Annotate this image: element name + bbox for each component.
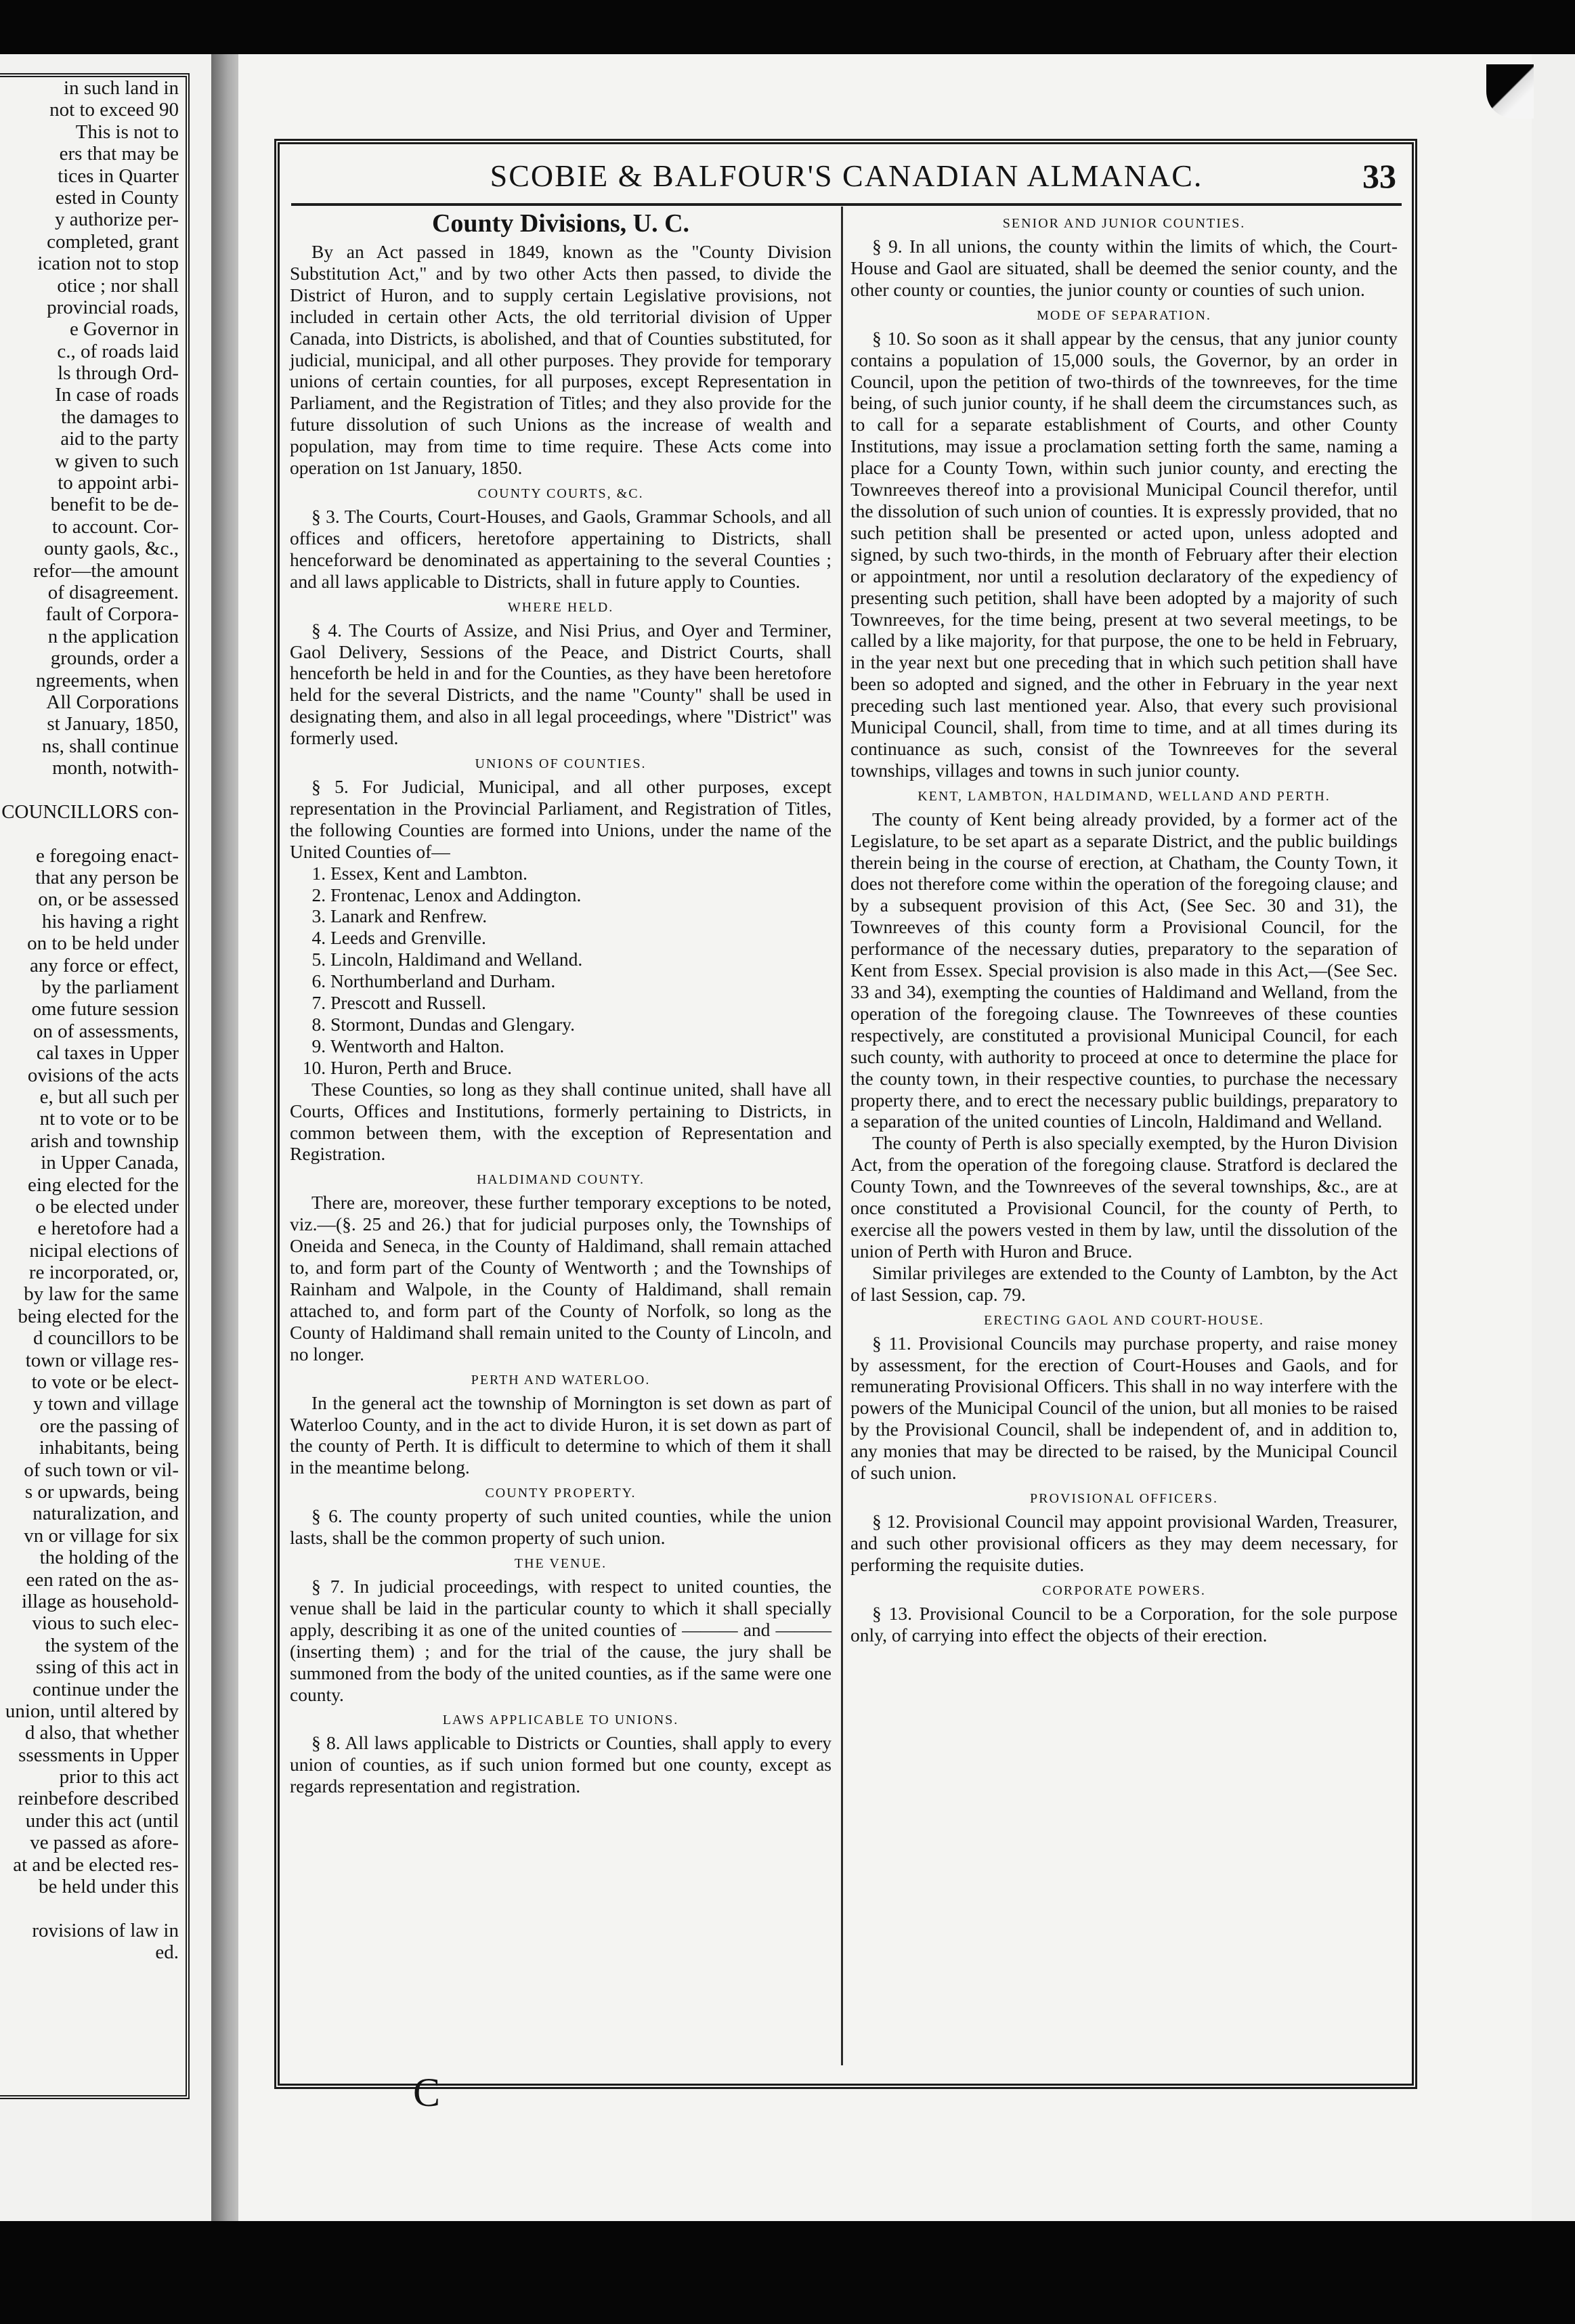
left-page-line: COUNCILLORS con- <box>1 800 179 823</box>
left-page-line: union, until altered by <box>5 1700 179 1722</box>
section-heading: LAWS APPLICABLE TO UNIONS. <box>442 1713 679 1728</box>
left-page-line: to vote or be elect- <box>31 1371 179 1394</box>
list-item: 4. Leeds and Grenville. <box>330 927 832 949</box>
unions-list <box>290 863 832 1079</box>
paragraph-s7: § 7. In judicial proceedings, with respect to united counties, the venue shall be laid in the particular county to which it shall specially apply, describing it as one of the united counties of ——— and ——— (inserting them) ; and for the trial of the cause, the jury shall be summoned from the body of the united counties, as if the same were one county. <box>290 1576 832 1705</box>
left-page-line: be held under this <box>39 1876 179 1898</box>
left-page-line: in such land in <box>64 77 179 99</box>
left-page-line: on to be held under <box>27 932 179 955</box>
signature-mark: C <box>413 2070 441 2115</box>
section-heading: MODE OF SEPARATION. <box>1037 307 1211 323</box>
left-page-line <box>0 779 179 801</box>
paragraph-s11: § 11. Provisional Councils may purchase property, and raise money by assessment, for the erection of Court-Houses and Gaols, and for remunerating Provisional Officers. This shall in no way interfere with the powers of the Municipal Council of the union, but all monies to be raised by the Provisional Council, shall be independent of, and in addition to, any monies that may be directed to be raised, by the Municipal Council of such union. <box>850 1332 1398 1484</box>
left-page-line: d councillors to be <box>33 1327 179 1350</box>
left-page-line: re incorporated, or, <box>28 1262 179 1284</box>
left-page-line: c., of roads laid <box>57 340 179 362</box>
left-page-line: of such town or vil- <box>24 1459 179 1481</box>
left-page-line: eing elected for the <box>27 1174 179 1196</box>
left-page-line <box>0 1897 179 1919</box>
list-item: 8. Stormont, Dundas and Glengary. <box>330 1014 832 1035</box>
left-page-line: vn or village for six <box>24 1524 179 1547</box>
article-title: County Divisions, U. C. <box>431 209 690 238</box>
left-page-line: any force or effect, <box>29 954 179 976</box>
left-page-line: cal taxes in Upper <box>36 1042 179 1064</box>
left-page-line: at and be elected res- <box>13 1853 179 1876</box>
left-page-line: the holding of the <box>39 1547 179 1569</box>
left-page-line: tices in Quarter <box>58 165 179 187</box>
paragraph-s6: § 6. The county property of such united counties, while the union lasts, shall be the common property of such union. <box>290 1505 832 1549</box>
left-page-line: ication not to stop <box>37 253 179 275</box>
left-page-line: o be elected under <box>35 1195 179 1218</box>
column-divider <box>841 207 843 2065</box>
left-page-line: ssing of this act in <box>35 1656 179 1679</box>
section-heading: COUNTY PROPERTY. <box>485 1486 637 1501</box>
header-rule <box>291 203 1402 206</box>
paragraph-s13: § 13. Provisional Council to be a Corporation, for the sole purpose only, of carrying into effect the objects of their erection. <box>850 1602 1398 1645</box>
list-item: 3. Lanark and Renfrew. <box>330 905 832 927</box>
left-page-line: een rated on the as- <box>26 1568 179 1591</box>
left-page-line: ovisions of the acts <box>27 1064 179 1086</box>
left-page-line: ed. <box>155 1941 179 1964</box>
left-page-line: benefit to be de- <box>50 494 179 516</box>
paragraph-s4: § 4. The Courts of Assize, and Nisi Prius, and Oyer and Terminer, Gaol Delivery, Sessions of the Peace, and District Courts, shall henceforth be held in and for the Counties, as they have been heretofore held for the several Districts, and the name "County" shall be used in designating them, and also in all legal proceedings, where "District" was formerly used. <box>290 619 832 749</box>
left-page-line: on of assessments, <box>33 1020 179 1042</box>
left-page-line: st January, 1850, <box>47 713 179 735</box>
left-page-line: ls through Ord- <box>58 362 179 385</box>
left-page-line: not to exceed 90 <box>49 99 179 121</box>
left-page-line: by the parliament <box>41 976 179 999</box>
list-item: 2. Frontenac, Lenox and Addington. <box>330 884 832 906</box>
left-page-line: ve passed as afore- <box>30 1832 179 1854</box>
left-page-line: the damages to <box>61 406 179 428</box>
paragraph-s3: § 3. The Courts, Court-Houses, and Gaols, Grammar Schools, and all offices and officers, heretofore appertaining to Districts, shall henceforward be denominated as appertaining to the several Counties ; and all laws applicable to Districts, shall in future apply to Counties. <box>290 505 832 592</box>
section-heading: UNIONS OF COUNTIES. <box>475 756 647 772</box>
left-page-line: ounty gaols, &c., <box>44 538 179 560</box>
left-page-line: In case of roads <box>55 384 179 406</box>
left-page-line: n the application <box>47 625 179 647</box>
left-page-line: of disagreement. <box>47 581 179 603</box>
left-page-line: ers that may be <box>59 143 179 165</box>
column-right <box>850 209 1398 1645</box>
left-page-line: ome future session <box>31 998 179 1020</box>
left-page-line: under this act (until <box>25 1809 179 1832</box>
section-heading: WHERE HELD. <box>507 599 614 615</box>
left-page-line: d also, that whether <box>24 1722 179 1744</box>
left-page-line <box>0 823 179 844</box>
left-page-line: the system of the <box>45 1634 179 1656</box>
paragraph-s8: § 8. All laws applicable to Districts or Counties, shall apply to every union of counties, as if such union formed but one county, except as regards representation and registration. <box>290 1732 832 1797</box>
left-page-line: nt to vote or to be <box>39 1108 179 1130</box>
left-page-line: being elected for the <box>18 1305 179 1327</box>
left-page-line: All Corporations <box>46 691 179 713</box>
left-page-line: refor—the amount <box>33 559 179 582</box>
list-item: 7. Prescott and Russell. <box>330 992 832 1014</box>
section-heading: THE VENUE. <box>514 1556 607 1572</box>
left-page-line: prior to this act <box>59 1766 179 1788</box>
left-page-line: grounds, order a <box>50 647 179 670</box>
left-page-line: naturalization, and <box>33 1503 179 1525</box>
list-item: 5. Lincoln, Haldimand and Welland. <box>330 949 832 970</box>
left-page-line: fault of Corpora- <box>45 603 179 626</box>
left-page-line: town or village res- <box>25 1349 179 1371</box>
page-curl <box>1486 64 1534 119</box>
left-page-line: ested in County <box>55 186 179 209</box>
list-item: 10. Huron, Perth and Bruce. <box>330 1057 832 1079</box>
left-page-line: w given to such <box>55 450 179 472</box>
section-heading: SENIOR AND JUNIOR COUNTIES. <box>1002 216 1246 231</box>
paragraph-s12: § 12. Provisional Council may appoint provisional Warden, Treasurer, and such other provisional officers as they may deem necessary, for performing the requisite duties. <box>850 1510 1398 1575</box>
paragraph-s5: § 5. For Judicial, Municipal, and all other purposes, except representation in the Provincial Parliament, and Registration of Titles, the following Counties are formed into Unions, under the name of the United Counties of— <box>290 776 832 862</box>
left-page-line: arish and township <box>30 1129 179 1152</box>
page-header <box>291 154 1402 200</box>
left-page-line: ore the passing of <box>39 1415 179 1437</box>
left-page-line: to appoint arbi- <box>58 472 179 494</box>
list-item: 9. Wentworth and Halton. <box>330 1035 832 1057</box>
list-item: 6. Northumberland and Durham. <box>330 970 832 992</box>
section-heading: HALDIMAND COUNTY. <box>476 1172 645 1188</box>
left-page-line: in Upper Canada, <box>41 1152 179 1174</box>
paragraph-perth: The county of Perth is also specially exempted, by the Huron Division Act, from the operation of the foregoing clause. Stratford is declared the County Town, and the Townreeves of the several townships, &c., are at once constituted a Provisional Council, for the county of Perth, to exercise all the powers vested in them by law, until the dissolution of the union of Perth with Huron and Bruce. <box>850 1132 1398 1262</box>
section-heading: ERECTING GAOL AND COURT-HOUSE. <box>984 1312 1264 1328</box>
paragraph-s9: § 9. In all unions, the county within the limits of which, the Court-House and Gaol are situated, shall be deemed the senior county, and the other county or counties, the junior county or counties of such union. <box>850 236 1398 300</box>
left-page-line: y town and village <box>33 1393 179 1415</box>
paragraph-s10: § 10. So soon as it shall appear by the census, that any junior county contains a population of 15,000 souls, the Governor, by an order in Council, upon the petition of two-thirds of the townreeves, for the time being, of such junior county, if he shall deem the circumstances such, as to call for a separate establishment of Courts, and other County Institutions, may issue a proclamation setting forth the same, naming a place for a County Town, within such junior county, and erecting the Townreeves thereof into a provisional Municipal Council therefor, until the dissolution of such union of counties. It is expressly provided, that no such petition shall be presented or acted upon, unless adopted and signed, by such two-thirds, in the month of February after their election or appointment, nor until a resolution declaratory of the expediency of presenting such petition, shall have been adopted by a majority of such Townreeves, for the time being, present at two several meetings, to be called by a like majority, for that purpose, the one to be held in February, in the year next but one preceding that in which such petition shall have been so adopted and signed, and the other in February in the year next preceding such last mentioned year. Also, that every such provisional Municipal Council, shall, from time to time, and at all times during its continuance as such, consist of the Townreeves for the several townships, villages and towns in such junior county. <box>850 327 1398 781</box>
section-heading: KENT, LAMBTON, HALDIMAND, WELLAND AND PERTH. <box>918 788 1331 804</box>
left-page-column <box>0 73 190 2099</box>
page-edge <box>1532 54 1575 2221</box>
left-page-line: ns, shall continue <box>41 735 179 757</box>
left-page-line: e, but all such per <box>39 1085 179 1108</box>
left-page-line: s or upwards, being <box>24 1481 179 1503</box>
left-page-line: ngreements, when <box>36 669 179 691</box>
left-page-line: e heretofore had a <box>37 1218 179 1240</box>
column-left <box>290 209 832 1797</box>
list-item: 1. Essex, Kent and Lambton. <box>330 863 832 884</box>
paragraph-haldimand: There are, moreover, these further temporary exceptions to be noted, viz.—(§. 25 and 26.) that for judicial purposes only, the Townships of Oneida and Seneca, in the County of Haldimand, shall remain attached to, and form part of the County of Wentworth ; and the Townships of Rainham and Walpole, in the County of Haldimand, shall remain attached to, and form part of the County of Norfolk, so long as the County of Haldimand shall remain united to the County of Lincoln, and no longer. <box>290 1192 832 1364</box>
left-page-line: on, or be assessed <box>38 888 179 911</box>
left-page-line: e foregoing enact- <box>36 844 179 867</box>
left-page-line: aid to the party <box>60 428 179 450</box>
section-heading: CORPORATE POWERS. <box>1042 1583 1206 1598</box>
left-page-line: provincial roads, <box>47 296 179 318</box>
paragraph-perth-waterloo: In the general act the township of Mornington is set down as part of Waterloo County, and in the act to divide Huron, it is set down as part of the county of Perth. It is difficult to determine to which of them it shall in the meantime belong. <box>290 1392 832 1478</box>
left-page-line: rovisions of law in <box>32 1919 179 1941</box>
left-page-line: ssessments in Upper <box>18 1744 179 1766</box>
left-page-line: reinbefore described <box>18 1788 179 1810</box>
left-page-line: otice ; nor shall <box>57 274 179 297</box>
left-page-line: inhabitants, being <box>39 1437 179 1459</box>
paragraph-lambton: Similar privileges are extended to the County of Lambton, by the Act of last Session, cap. 79. <box>850 1262 1398 1305</box>
left-page-line: continue under the <box>33 1678 179 1700</box>
left-page-line: his having a right <box>41 910 179 932</box>
left-page-line: y authorize per- <box>55 209 179 231</box>
left-page-line: nicipal elections of <box>29 1239 179 1262</box>
page-number: 33 <box>1362 157 1396 195</box>
left-page-line: by law for the same <box>24 1283 179 1306</box>
section-heading: PERTH AND WATERLOO. <box>471 1372 651 1387</box>
paragraph-kent: The county of Kent being already provided, by a former act of the Legislature, to be set apart as a separate District, and the public buildings therein being in the course of erection, at Chatham, the County Town, it does not therefore come within the operation of the foregoing clause; and by a subsequent provision of this Act, (See Sec. 30 and 31), the Townreeves of this county form a Provisional Council, for the performance of the necessary duties, preparatory to the separation of Kent from Essex. Special provision is also made in this Act,—(See Sec. 33 and 34), exempting the counties of Haldimand and Welland, from the operation of the foregoing clause. The Townreeves of these counties respectively, are constituted a provisional Municipal Council, for each such county, with authority to proceed at once to determine the place for the county town, in their respective counties, to purchase the necessary property there, and to erect the necessary public buildings, preparatory to a separation of the united counties of Lincoln, Haldimand and Welland. <box>850 808 1398 1132</box>
left-page-line: illage as household- <box>22 1590 179 1612</box>
left-page-line: month, notwith- <box>52 757 179 779</box>
paragraph-unions-after: These Counties, so long as they shall continue united, shall have all Courts, Offices and Institutions, formerly pertaining to Districts, in common between them, with the exception of Representation and Registration. <box>290 1078 832 1165</box>
section-heading: COUNTY COURTS, &C. <box>477 486 644 501</box>
section-heading: PROVISIONAL OFFICERS. <box>1030 1490 1218 1506</box>
running-title: SCOBIE & BALFOUR'S CANADIAN ALMANAC. <box>490 158 1203 193</box>
left-page-line: that any person be <box>35 867 179 889</box>
left-page-line: This is not to <box>75 121 179 143</box>
left-page-line: completed, grant <box>47 230 179 253</box>
left-page-line: vious to such elec- <box>32 1612 179 1635</box>
intro-paragraph: By an Act passed in 1849, known as the "County Division Substitution Act," and by two other Acts then passed, to divide the District of Huron, and to supply certain Legislative provisions, not included in certain other Acts, the old territorial division of Upper Canada, into Districts, is abolished, and that of Counties substituted, for judicial, municipal, and all other purposes. They provide for temporary unions of certain counties, for all purposes, except Representation in Parliament, and the Registration of Titles; and they also provide for the future dissolution of such Unions as the increase of wealth and population, may from time to time require. These Acts come into operation on 1st January, 1850. <box>290 241 832 479</box>
left-page-line: to account. Cor- <box>51 515 179 538</box>
left-page-line: e Governor in <box>69 318 179 341</box>
left-page-text <box>0 77 179 1964</box>
